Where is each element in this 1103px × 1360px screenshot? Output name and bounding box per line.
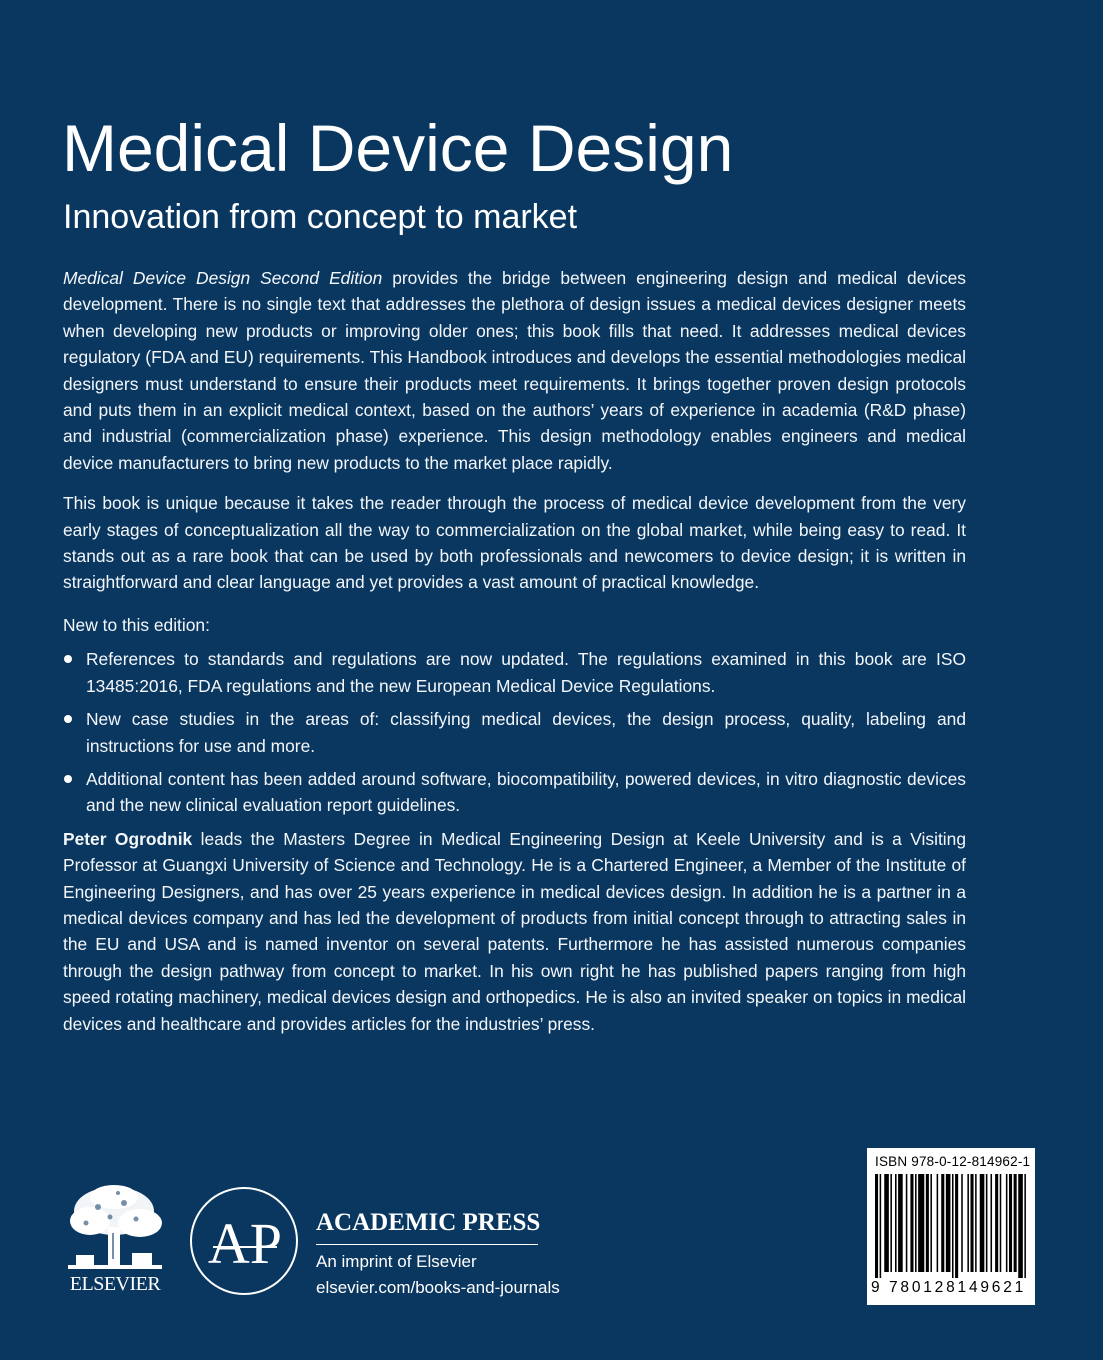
barcode-bar	[906, 1174, 908, 1272]
blurb	[63, 265, 966, 1051]
book-title: Medical Device Design	[62, 111, 734, 185]
barcode-bar	[952, 1174, 954, 1278]
list-item	[63, 646, 966, 699]
academic-press-name: ACADEMIC PRESS	[316, 1209, 541, 1236]
bullet-icon	[64, 775, 72, 783]
barcode-icon	[875, 1174, 1029, 1278]
barcode-bar	[1018, 1174, 1023, 1278]
author-paragraph	[63, 826, 966, 1037]
barcode-bar	[1006, 1174, 1008, 1272]
book-subtitle: Innovation from concept to market	[63, 198, 578, 236]
barcode-bar	[898, 1174, 903, 1272]
intro-text: provides the bridge between engineering design and medical devices development. There is no single text that addresses the plethora of design issues a medical devices designer meets when developing new products or improving older ones; this book fills that need. It addresses medical devices regulatory (FDA and EU) requirements. This Handbook introduces and develops the essential methodologies medical designers must understand to ensure their products meet requirements. It brings together proven design protocols and puts them in an explicit medical context, based on the authors’ years of experience in academia (R&D phase) and industrial (commercialization phase) experience. This design methodology enables engineers and medical device manufacturers to bring new products to the market place rapidly.	[63, 268, 967, 473]
author-bio: leads the Masters Degree in Medical Engineering Design at Keele University and is a Visiting Professor at Guangxi University of Science and Technology. He is a Chartered Engineer, a Member of the Institute of Engineering Designers, and has over 25 years experience in medical devices design. In addition he is a partner in a medical devices company and has led the development of products from initial concept through to attracting sales in the EU and USA and is named inventor on several patents. Furthermore he has assisted numerous companies through the design pathway from concept to market. In his own right he has published papers ranging from high speed rotating machinery, medical devices design and orthopedics. He is also an invited speaker on topics in medical devices and healthcare and provides articles for the industries’ press.	[63, 828, 967, 1034]
barcode-digits	[867, 1279, 1035, 1301]
barcode-bar	[955, 1174, 958, 1278]
barcode-bar	[1009, 1174, 1012, 1272]
list-item-text: Additional content has been added around software, biocompatibility, powered devices, in vitro diagnostic devices and the new clinical evaluation report guidelines.	[86, 768, 966, 816]
barcode-bar	[980, 1174, 985, 1272]
barcode-bar	[875, 1174, 878, 1278]
barcode-bar	[946, 1174, 951, 1272]
new-edition-list	[63, 646, 966, 818]
intro-italic-lead: Medical Device Design Second Edition	[63, 268, 383, 288]
elsevier-wordmark: ELSEVIER	[69, 1273, 161, 1295]
list-item-text: References to standards and regulations are now updated. The regulations examined in this book are ISO 13485:2016, FDA regulations and the new European Medical Device Regulations.	[86, 649, 966, 696]
barcode-bar	[918, 1174, 924, 1272]
isbn-barcode	[867, 1148, 1035, 1305]
barcode-bar	[915, 1174, 917, 1272]
barcode-bar	[880, 1174, 882, 1278]
barcode-bar	[884, 1174, 889, 1272]
list-item	[63, 706, 966, 759]
barcode-bar	[986, 1174, 988, 1272]
isbn-label: ISBN 978-0-12-814962-1	[875, 1154, 1031, 1169]
barcode-bar	[975, 1174, 977, 1272]
bullet-icon	[64, 655, 72, 663]
svg-text:AP: AP	[207, 1211, 283, 1276]
new-edition-heading: New to this edition:	[63, 614, 210, 635]
barcode-bar	[991, 1174, 993, 1272]
publisher-imprint: An imprint of Elsevier	[316, 1252, 477, 1271]
barcode-bar	[926, 1174, 929, 1272]
unique-paragraph: This book is unique because it takes the reader through the process of medical device development from the very early stages of conceptualization all the way to commercialization on the global market, while being easy to read. It stands out as a rare book that can be used by both professionals and newcomers to device design; it is written in straightforward and clear language and yet provides a vast amount of practical knowledge.	[63, 493, 966, 593]
barcode-digit-groups: 780128149621	[889, 1279, 1027, 1296]
list-item-text: New case studies in the areas of: classifying medical devices, the design process, quality, labeling and instructions for use and more.	[86, 709, 966, 756]
list-item	[63, 766, 966, 819]
barcode-bar	[967, 1174, 969, 1272]
barcode-bar	[930, 1174, 932, 1272]
barcode-bar	[941, 1174, 944, 1272]
barcode-bar	[961, 1174, 963, 1272]
bullet-icon	[64, 715, 72, 723]
publisher-url: elsevier.com/books-and-journals	[316, 1278, 560, 1297]
barcode-bar	[970, 1174, 973, 1272]
intro-paragraph	[63, 265, 966, 476]
barcode-bar	[1024, 1174, 1026, 1278]
barcode-bar	[937, 1174, 939, 1272]
barcode-bar	[890, 1174, 892, 1272]
barcode-bar	[895, 1174, 897, 1272]
barcode-bar	[1000, 1174, 1002, 1272]
author-name: Peter Ogrodnik	[63, 828, 193, 849]
barcode-bar	[910, 1174, 913, 1272]
barcode-bar	[1014, 1174, 1017, 1272]
academic-press-ap-logo-icon	[205, 1197, 285, 1287]
barcode-first-digit: 9	[871, 1279, 880, 1296]
barcode-bar	[995, 1174, 998, 1272]
publisher-divider	[316, 1244, 538, 1245]
